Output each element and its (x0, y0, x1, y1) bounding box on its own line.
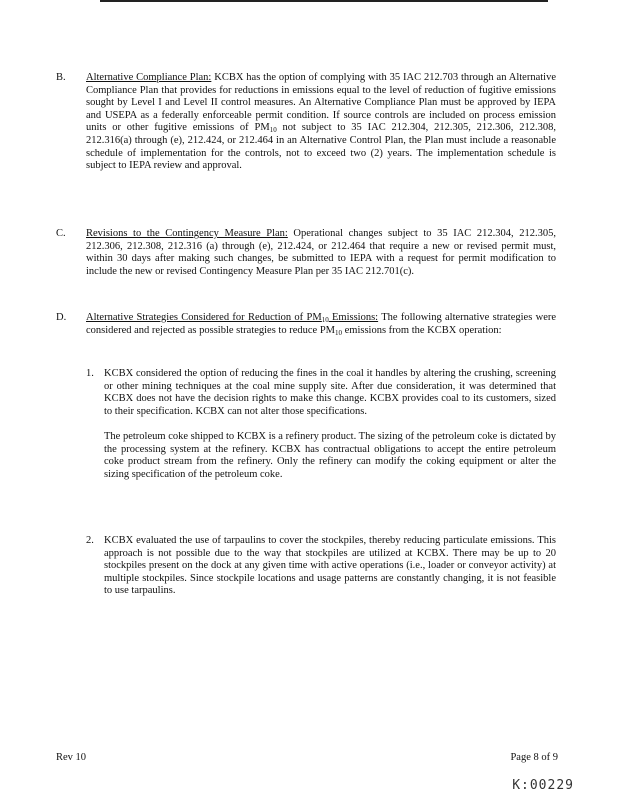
subscript: 10 (335, 328, 343, 337)
section-text: Operational changes subject to 35 IAC 212.304, 212.305, 212.306, 212.308, 212.316 (a) through (e), 212.424, or 212.464 that require a new or revised permit must, within 30 days after making such changes, be submitted to IEPA with a request for permit modification to include the new or revised Contingency Measure Plan per 35 IAC 212.701(c). (86, 228, 557, 277)
section-body (86, 228, 556, 278)
item-body (104, 535, 556, 598)
section-body (86, 312, 556, 337)
section-heading (86, 312, 378, 323)
section-heading: Alternative Compliance Plan: (86, 72, 212, 83)
section-label: B. (56, 72, 66, 83)
item-number: 1. (86, 368, 94, 379)
section-text: The following alternative strategies were considered and rejected as possible strategies to reduce PM (86, 312, 557, 336)
heading-text-cont: Emissions: (328, 312, 379, 323)
section-heading: Revisions to the Contingency Measure Plan: (86, 228, 288, 239)
section-text: KCBX has the option of complying with 35 IAC 212.703 through an Alternative Compliance Plan that provides for reductions in emissions equal to the level of reduction of fugitive emissions sought by Level I and Level II control measures. An Alternative Compliance Plan must be approved by IEPA and USEPA as a federally enforceable permit condition. If source controls are included on process emission units or other fugitive emissions of PM (86, 72, 556, 134)
section-label: D. (56, 312, 67, 323)
top-rule (100, 0, 548, 2)
subscript: 10 (321, 316, 329, 324)
paragraph: The petroleum coke shipped to KCBX is a refinery product. The sizing of the petroleum coke is dictated by the processing system at the refinery. KCBX has contractual obligations to accept the entire petroleum coke product stream from the refinery. Only the refinery can modify the coking equipment or alter the sizing specification of the petroleum coke. (104, 430, 556, 480)
bates-stamp: K:00229 (512, 778, 574, 793)
item-body (104, 368, 556, 481)
subscript: 10 (269, 126, 277, 135)
revision-label: Rev 10 (56, 752, 87, 763)
section-body (86, 72, 556, 173)
paragraph: KCBX considered the option of reducing the fines in the coal it handles by altering the crushing, screening or other mining techniques at the coal mine supply site. After due consideration, it was determined that KCBX does not have the decision rights to make this change. KCBX provides coal to its customers, sized to their specification. KCBX can not alter those specifications. (104, 368, 556, 417)
page-number: Page 8 of 9 (510, 752, 558, 763)
paragraph: KCBX evaluated the use of tarpaulins to cover the stockpiles, thereby reducing particulate emissions. This approach is not possible due to the way that stockpiles are utilized at KCBX. There may be up to 20 stockpiles present on the dock at any given time with active operations (i.e., loader or conveyor activity) at multiple stockpiles. Since stockpile locations and usage patterns are constantly changing, it is not feasible to use tarpaulins. (104, 535, 556, 597)
section-label: C. (56, 228, 66, 239)
heading-text: Alternative Strategies Considered for Reduction of PM (86, 312, 322, 323)
item-number: 2. (86, 535, 94, 546)
section-text-cont: not subject to 35 IAC 212.304, 212.305, 212.306, 212.308, 212.316(a) through (e), 212.424, or 212.464 in an Alternative Control Plan, the Plan must include a reasonable schedule of implementation for the controls, not to exceed two (2) years. The implementation schedule is subject to IEPA review and approval. (86, 122, 556, 172)
section-text-cont: emissions from the KCBX operation: (342, 324, 502, 336)
